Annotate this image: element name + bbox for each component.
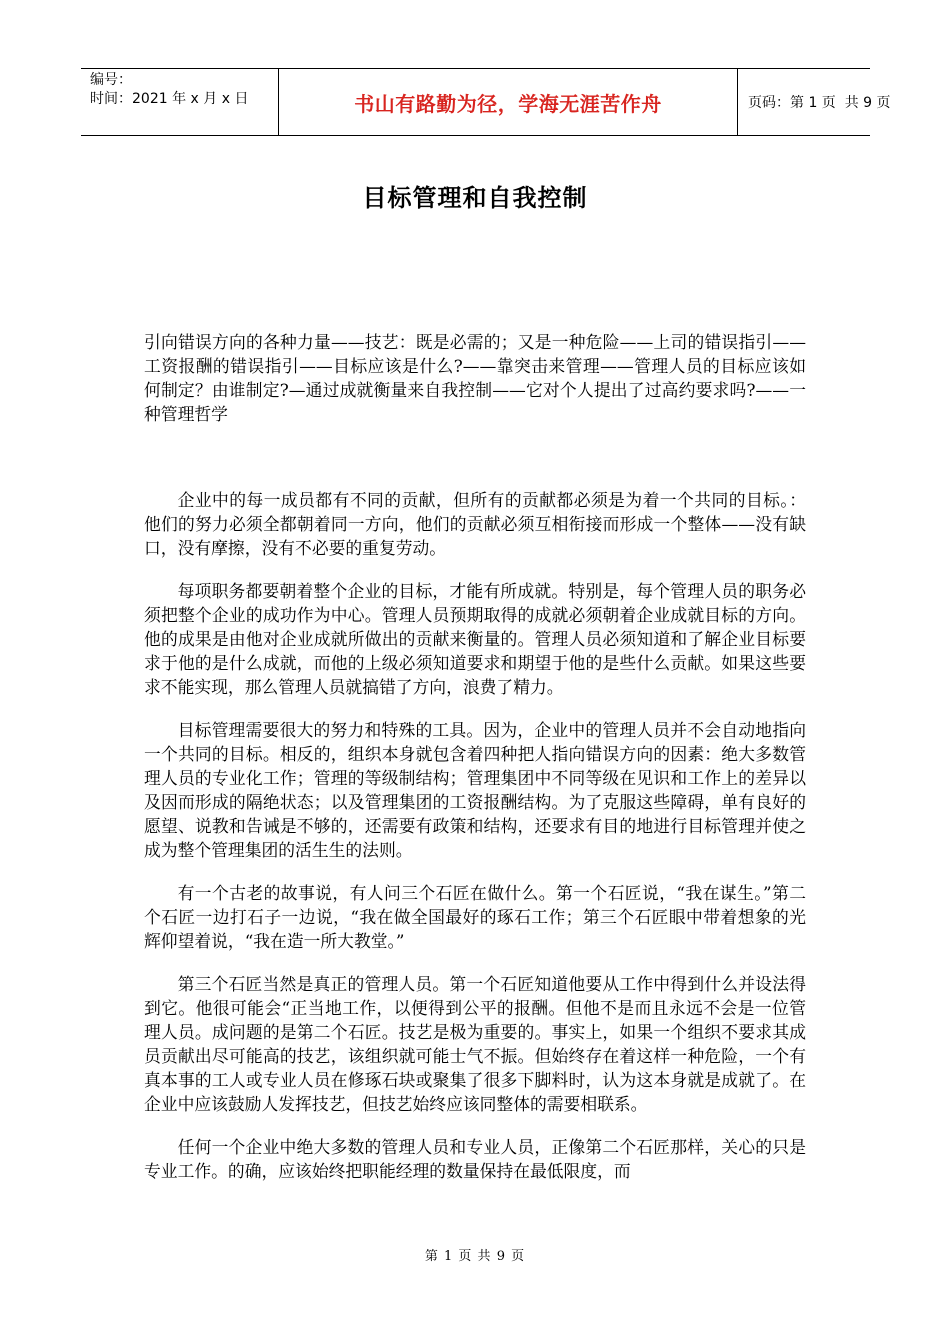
header-meta bbox=[81, 69, 279, 135]
header-table bbox=[81, 68, 891, 136]
paragraph: 企业中的每一成员都有不同的贡献，但所有的贡献都必须是为着一个共同的目标。：他们的努力必须全都朝着同一方向，他们的贡献必须互相衔接而形成一个整体——没有缺口，没有摩擦，没有不必要的重复劳动。 bbox=[144, 490, 806, 558]
document-title: 目标管理和自我控制 bbox=[362, 184, 588, 212]
page-footer: 第 1 页 共 9 页 bbox=[424, 1249, 526, 1264]
paragraph: 有一个古老的故事说，有人问三个石匠在做什么。第一个石匠说，“我在谋生。”第二个石匠一边打石子一边说，“我在做全国最好的琢石工作；第三个石匠眼中带着想象的光辉仰望着说，“我在造一所大教堂。” bbox=[144, 883, 806, 951]
paragraph: 任何一个企业中绝大多数的管理人员和专业人员，正像第二个石匠那样，关心的只是专业工作。的确，应该始终把职能经理的数量保持在最低限度，而 bbox=[144, 1137, 806, 1181]
paragraph: 每项职务都要朝着整个企业的目标，才能有所成就。特别是，每个管理人员的职务必须把整个企业的成功作为中心。管理人员预期取得的成就必须朝着企业成就目标的方向。他的成果是由他对企业成就所做出的贡献来衡量的。管理人员必须知道和了解企业目标要求于他的是什么成就，而他的上级必须知道要求和期望于他的是些什么贡献。如果这些要求不能实现，那么管理人员就搞错了方向，浪费了精力。 bbox=[144, 581, 806, 697]
time-label: 时间：2021 年 x 月 x 日 bbox=[90, 91, 249, 107]
number-label: 编号： bbox=[90, 72, 132, 88]
paragraph: 第三个石匠当然是真正的管理人员。第一个石匠知道他要从工作中得到什么并设法得到它。他很可能会“正当地工作，以便得到公平的报酬。但他不是而且永远不会是一位管理人员。成问题的是第二个石匠。技艺是极为重要的。事实上，如果一个组织不要求其成员贡献出尽可能高的技艺，该组织就可能士气不振。但始终存在着这样一种危险，一个有真本事的工人或专业人员在修琢石块或聚集了很多下脚料时，认为这本身就是成就了。在企业中应该鼓励人发挥技艺，但技艺始终应该同整体的需要相联系。 bbox=[144, 974, 806, 1114]
page-info-text: 页码：第 1 页 共 9 页 bbox=[748, 95, 891, 111]
body-paragraphs bbox=[144, 488, 806, 1202]
paragraph: 目标管理需要很大的努力和特殊的工具。因为，企业中的管理人员并不会自动地指向一个共同的目标。相反的，组织本身就包含着四种把人指向错误方向的因素：绝大多数管理人员的专业化工作；管理的等级制结构；管理集团中不同等级在见识和工作上的差异以及因而形成的隔绝状态；以及管理集团的工资报酬结构。为了克服这些障碍，单有良好的愿望、说教和告诫是不够的，还需要有政策和结构，还要求有目的地进行目标管理并使之成为整个管理集团的活生生的法则。 bbox=[144, 720, 806, 860]
header-motto: 书山有路勤为径，学海无涯苦作舟 bbox=[279, 69, 738, 135]
abstract-paragraph: 引向错误方向的各种力量——技艺：既是必需的；又是一种危险——上司的错误指引——工资报酬的错误指引——目标应该是什么?——靠突击来管理——管理人员的目标应该如何制定？由谁制定?—通过成就衡量来自我控制——它对个人提出了过高约要求吗?——一种管理哲学 bbox=[144, 332, 806, 424]
header-page-info bbox=[738, 69, 891, 135]
